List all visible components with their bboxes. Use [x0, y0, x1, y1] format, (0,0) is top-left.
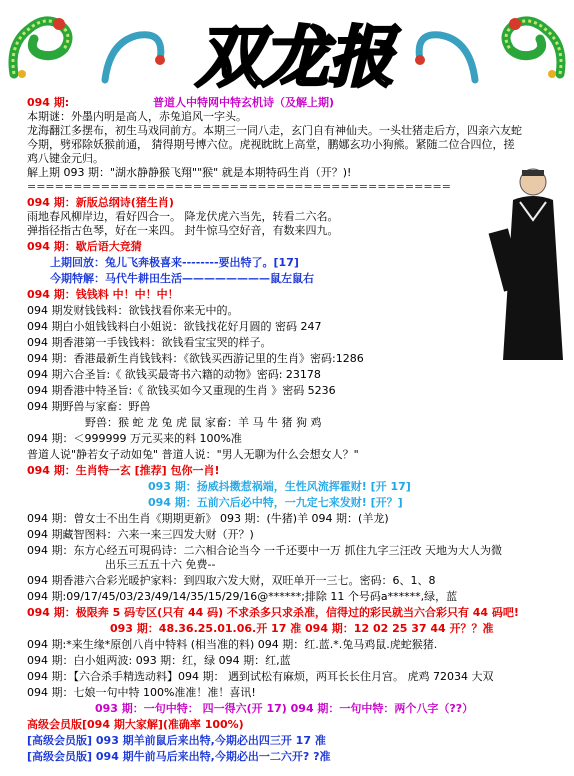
- line-9: 雨地春风柳岸边，看好四合一。 降龙伏虎六当先，转看二六名。: [27, 210, 339, 223]
- line-28: 094 期：曾女士不出生肖《期期更新》 093 期：(牛猪)羊 094 期：(羊龙): [27, 512, 389, 525]
- line-33: 094 期:09/17/45/03/23/49/14/35/15/29/16@******;排除 11 个号码a******,绿，蓝: [27, 590, 458, 603]
- masthead-logo: [180, 8, 410, 96]
- line-41: 高级会员版[094 期大家解](准确率 100%): [27, 718, 244, 731]
- line-21: 094 期野兽与家畜：野兽: [27, 400, 151, 413]
- line-2: 本期谜：外墨内明是高人，赤兔追风一字头。: [27, 110, 247, 123]
- line-8: 094 期：新版总纲诗(猪生肖): [27, 196, 174, 209]
- dragon-small-right-icon: [410, 20, 480, 90]
- line-27: 094 期：五前六后必中特，一九定七来发财! [开？]: [148, 496, 403, 509]
- line-18: 094 期：香港最新生肖钱钱料：《欲钱买西游记里的生肖》密码:1286: [27, 352, 364, 365]
- line-43: [高级会员版] 094 期牛前马后来出特,今期必出一二六开? ?准: [27, 750, 331, 763]
- svg-text:双龙报: 双龙报: [196, 18, 394, 96]
- line-13: 今期特解：马代牛耕田生活————————鼠左鼠右: [50, 272, 314, 285]
- line-36: 094 期:*来生缘*原创八肖中特料 (相当准的料) 094 期：红.蓝.*.兔马鸡鼠.虎蛇猴猪.: [27, 638, 438, 651]
- line-20: 094 期香港中特圣旨:《 欲钱买如今又重现的生肖 》密码 5236: [27, 384, 336, 397]
- line-11: 094 期：歇后语大竞猜: [27, 240, 142, 253]
- line-1: 094 期: 普道人中特网中特玄机诗（及解上期): [27, 96, 335, 109]
- logo-graphic: [180, 8, 410, 96]
- line-38: 094 期：【六合杀手精选动料】094 期： 遇到试松有麻烦，两耳长长住月宫。 虎鸡 72034 大双: [27, 670, 494, 683]
- line-12: 上期回放：兔儿飞奔极喜来--------要出特了。[17]: [50, 256, 299, 269]
- line-17: 094 期香港第一手钱钱料：欲钱看宝宝哭的样子。: [27, 336, 272, 349]
- line-25: 094 期：生肖特一玄 [推荐] 包你一肖!: [27, 464, 220, 477]
- line-15: 094 期发财钱钱料：欲钱找看你来无中的。: [27, 304, 239, 317]
- line-3: 龙海翻江多摆布，初生马戏同前方。本期三一同八走，玄门自有神仙夫。一头壮猪走后方，四亲六友蛇: [27, 124, 522, 137]
- line-37: 094 期：白小姐两波: 093 期：红，绿 094 期：红,蓝: [27, 654, 291, 667]
- dragon-left-icon: [4, 4, 84, 94]
- line-22: 野兽：猴 蛇 龙 兔 虎 鼠 家畜：羊 马 牛 猪 狗 鸡: [85, 416, 322, 429]
- line-14: 094 期：钱钱料 中！中！中！: [27, 288, 179, 301]
- line-31: 出乐三五五十六 免费--: [105, 558, 216, 571]
- line-32: 094 期香港六合彩光暖护家料：到四取六发大财，双旺单开一三七。密码：6、1、8: [27, 574, 436, 587]
- line-35: 093 期：48.36.25.01.06.开 17 准 094 期：12 02 25 37 44 开？？准: [110, 622, 494, 635]
- line-26: 093 期：扬威抖擞惹祸端，生性风流挥霍财! [开 17]: [148, 480, 411, 493]
- priest-figure-image: [488, 160, 572, 360]
- line-42: [高级会员版] 093 期羊前鼠后来出特,今期必出四三开 17 准: [27, 734, 326, 747]
- divider-line: ==============================================: [27, 180, 451, 193]
- line-16: 094 期白小姐钱钱料白小姐说：欲钱找花好月圆的 密码 247: [27, 320, 322, 333]
- line-23: 094 期：＜999999 万元买来的料 100%准: [27, 432, 242, 445]
- line-19: 094 期六合圣旨:《 欲钱买最寄书六籍的动物》密码: 23178: [27, 368, 321, 381]
- line-10: 弹指径指古色琴，好在一来四。 封牛惊马空好音，有数来四九。: [27, 224, 339, 237]
- line-30: 094 期：东方心经五可現码诗：二六相合论当今 一千还要中一万 抓住九字三汪改 天地为大人为微: [27, 544, 502, 557]
- dragon-right-icon: [490, 4, 570, 94]
- line-5: 鸡八键金元归。: [27, 152, 104, 165]
- line-24: 普道人说"静若女子动如兔" 普道人说："男人无聊为什么会想女人？": [27, 448, 359, 461]
- line-4: 今期，劈邪除妖猴前通， 猜得期号博六位。虎视眈眈上高堂，鹏娜玄功小狗熊。紧随二位合四位，搓: [27, 138, 515, 151]
- line-34: 094 期：极限奔 5 码专区(只有 44 码) 不求杀多只求杀准，信得过的彩民就当六合彩只有 44 码吧!: [27, 606, 519, 619]
- line-29: 094 期藏智图料：六来一来三四发大财（开？): [27, 528, 254, 541]
- dragon-small-left-icon: [100, 20, 170, 90]
- line-6: 解上期 093 期："湖水静静猴飞翔""猴" 就是本期特码生肖（开？)!: [27, 166, 352, 179]
- line-39: 094 期：七娘一句中特 100%准准！准！喜讯!: [27, 686, 256, 699]
- line-40: 093 期：一句中特： 四一得六(开 17) 094 期：一句中特：两个八字（??）: [95, 702, 474, 715]
